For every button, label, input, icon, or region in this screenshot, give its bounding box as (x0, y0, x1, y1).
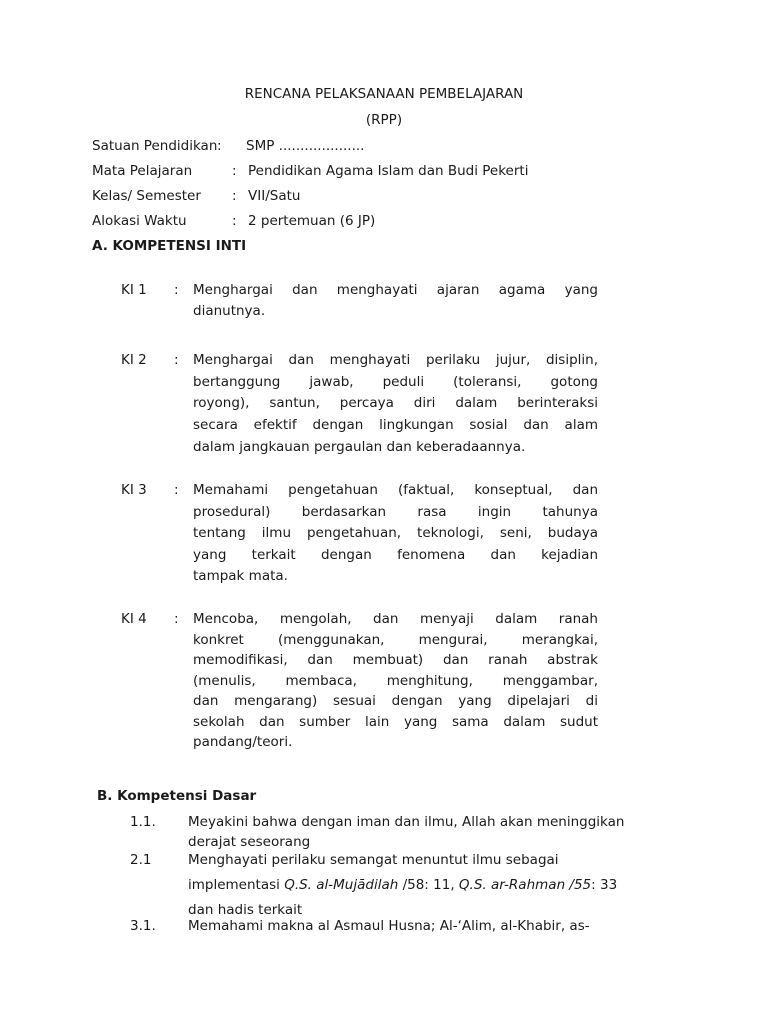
ki-line: sekolah dan sumber lain yang sama dalam sudut (193, 714, 598, 730)
info-label: Alokasi Waktu (92, 213, 187, 229)
kd-number: 2.1 (130, 852, 152, 868)
info-value: SMP .................... (246, 138, 365, 154)
ki-line: dianutnya. (193, 303, 266, 319)
kd-line: dan hadis terkait (188, 902, 303, 918)
ki-line: yang terkait dengan fenomena dan kejadian (193, 547, 598, 563)
kd-line: Memahami makna al Asmaul Husna; Al-‘Alim, al-Khabir, as- (188, 918, 590, 934)
ki-label: KI 3 (121, 482, 147, 498)
ki-colon: : (174, 611, 179, 627)
info-colon: : (232, 213, 237, 229)
section-a-heading: A. KOMPETENSI INTI (92, 238, 247, 254)
kd-line: Meyakini bahwa dengan iman dan ilmu, Allah akan meninggikan (188, 814, 625, 830)
ki-line: Mencoba, mengolah, dan menyaji dalam ranah (193, 611, 598, 627)
ki-line: Menghargai dan menghayati perilaku jujur, disiplin, (193, 352, 598, 368)
ki-line: tentang ilmu pengetahuan, teknologi, seni, budaya (193, 525, 598, 541)
info-colon: : (232, 163, 237, 179)
info-colon: : (217, 138, 222, 154)
info-colon: : (232, 188, 237, 204)
ki-line: memodifikasi, dan membuat) dan ranah abstrak (193, 652, 598, 668)
ki-label: KI 4 (121, 611, 147, 627)
kd-citation: Q.S. ar-Rahman /55 (458, 877, 592, 893)
ki-colon: : (174, 482, 179, 498)
ki-label: KI 1 (121, 282, 147, 298)
ki-line: konkret (menggunakan, mengurai, merangkai, (193, 632, 598, 648)
ki-line: bertanggung jawab, peduli (toleransi, gotong (193, 374, 598, 390)
info-label: Satuan Pendidikan (92, 138, 218, 154)
info-value: Pendidikan Agama Islam dan Budi Pekerti (248, 163, 529, 179)
ki-colon: : (174, 352, 179, 368)
kd-citation: Q.S. al-Mujādilah (284, 877, 399, 893)
kd-number: 3.1. (130, 918, 156, 934)
kd-number: 1.1. (130, 814, 156, 830)
info-label: Mata Pelajaran (92, 163, 193, 179)
info-value: VII/Satu (248, 188, 301, 204)
ki-line: tampak mata. (193, 568, 288, 584)
ki-line: secara efektif dengan lingkungan sosial dan alam (193, 417, 598, 433)
ki-line: Menghargai dan menghayati ajaran agama yang (193, 282, 598, 298)
document-subtitle: (RPP) (365, 112, 403, 128)
ki-colon: : (174, 282, 179, 298)
kd-text: implementasi (188, 877, 285, 893)
ki-line: dalam jangkauan pergaulan dan keberadaannya. (193, 439, 526, 455)
kd-line: derajat seseorang (188, 834, 311, 850)
ki-line: dan mengarang) sesuai dengan yang dipelajari di (193, 693, 598, 709)
kd-text: : 33 (591, 877, 618, 893)
document-title: RENCANA PELAKSANAAN PEMBELAJARAN (244, 86, 524, 102)
kd-line (188, 876, 617, 894)
kd-text: /58: 11, (398, 877, 459, 893)
ki-label: KI 2 (121, 352, 147, 368)
info-value: 2 pertemuan (6 JP) (248, 213, 376, 229)
ki-line: prosedural) berdasarkan rasa ingin tahunya (193, 504, 598, 520)
ki-line: Memahami pengetahuan (faktual, konseptual, dan (193, 482, 598, 498)
section-b-heading: B. Kompetensi Dasar (97, 788, 257, 804)
info-label: Kelas/ Semester (92, 188, 201, 204)
ki-line: royong), santun, percaya diri dalam berinteraksi (193, 395, 598, 411)
ki-line: (menulis, membaca, menghitung, menggambar, (193, 673, 598, 689)
kd-line: Menghayati perilaku semangat menuntut ilmu sebagai (188, 852, 559, 868)
ki-line: pandang/teori. (193, 734, 293, 750)
